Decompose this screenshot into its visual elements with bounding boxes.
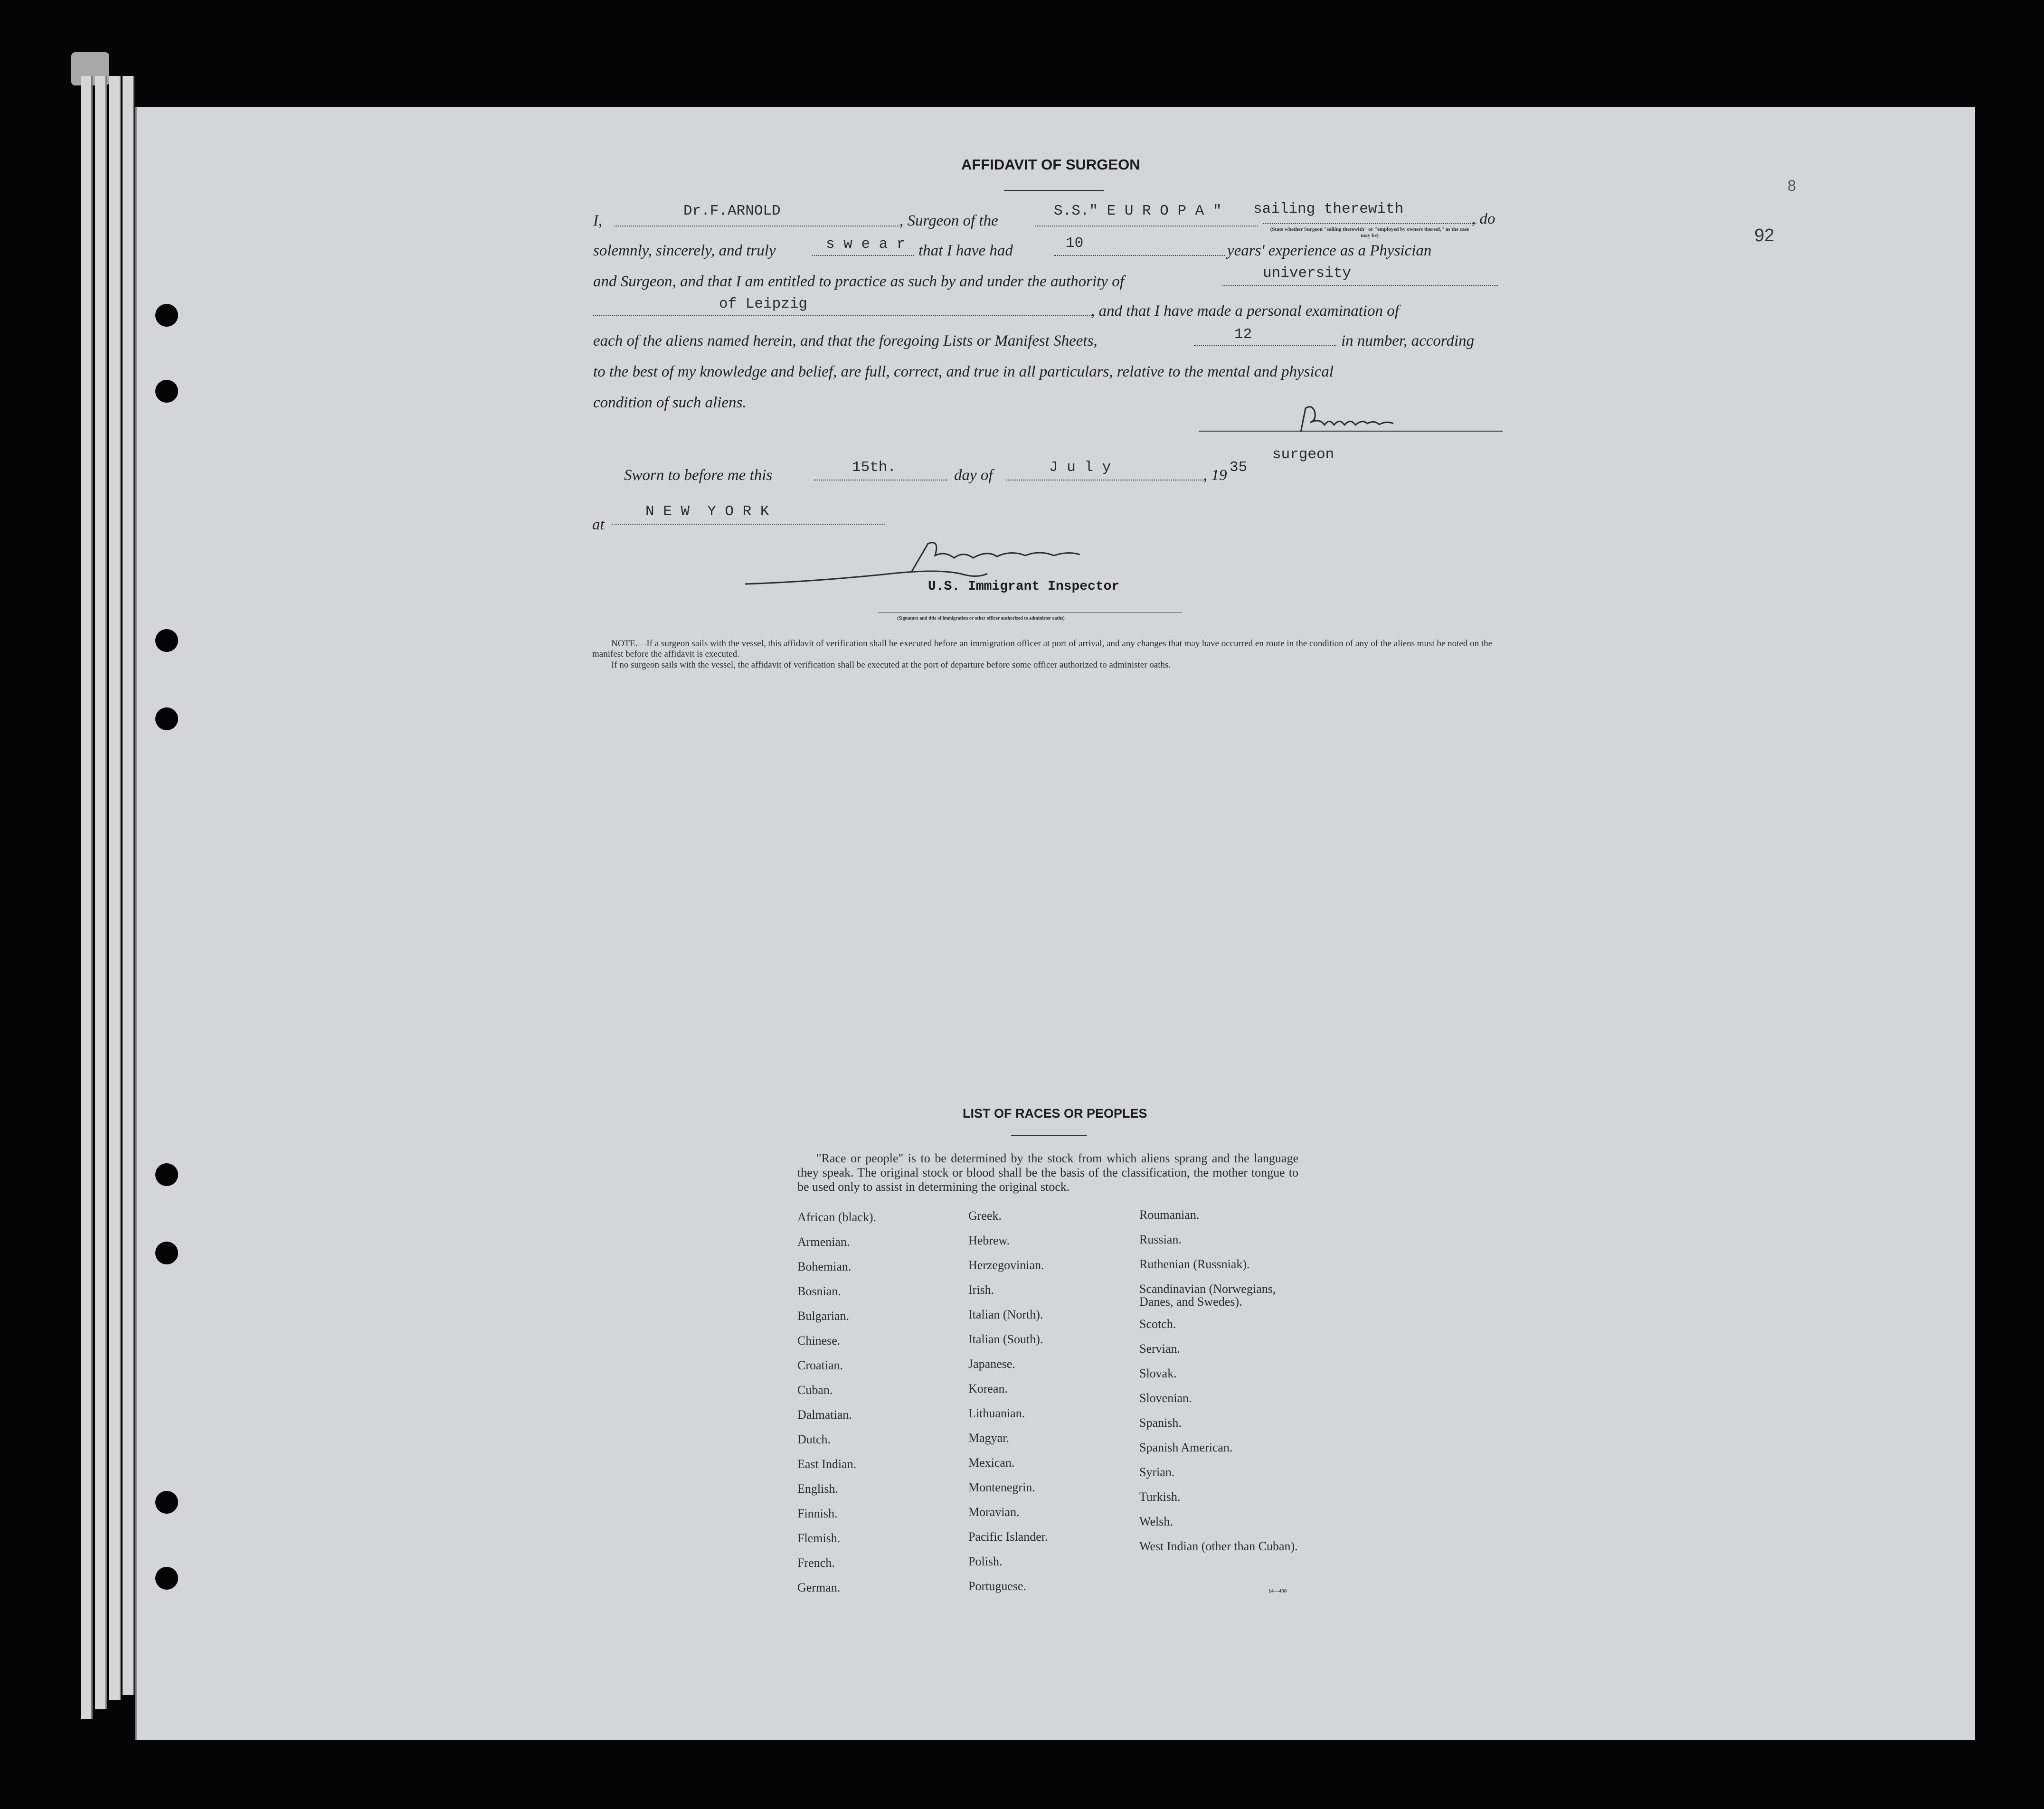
page-edge <box>95 76 107 1709</box>
page-edge <box>81 76 93 1719</box>
race-item: Moravian. <box>968 1505 1020 1519</box>
race-item: Armenian. <box>797 1235 850 1249</box>
line2-end: years' experience as a Physician <box>1227 242 1432 259</box>
race-item: Flemish. <box>797 1531 841 1545</box>
punch-hole <box>155 1491 178 1514</box>
race-item: East Indian. <box>797 1457 857 1471</box>
page-edge <box>123 76 134 1695</box>
sheet-count: 12 <box>1234 326 1252 343</box>
race-item: Finnish. <box>797 1507 838 1520</box>
ship-name: S.S." E U R O P A " <box>1054 203 1222 219</box>
punch-hole <box>155 1242 178 1264</box>
race-item: Syrian. <box>1139 1465 1175 1479</box>
form-number: 14—430 <box>1268 1588 1287 1594</box>
race-item: Ruthenian (Russniak). <box>1139 1257 1250 1271</box>
race-item: German. <box>797 1581 841 1594</box>
race-item: Hebrew. <box>968 1234 1010 1247</box>
surgeon-title: surgeon <box>1272 446 1334 463</box>
inspector-title: U.S. Immigrant Inspector <box>928 579 1120 594</box>
line3-pre: and Surgeon, and that I am entitled to practice as such by and under the authority of <box>593 273 1124 290</box>
punch-hole <box>155 1163 178 1186</box>
punch-hole <box>155 707 178 730</box>
punch-hole <box>155 629 178 652</box>
race-item: Polish. <box>968 1555 1003 1568</box>
fill-line <box>1263 223 1476 224</box>
oath-word: s w e a r <box>826 236 906 253</box>
line6: to the best of my knowledge and belief, are full, correct, and true in all particulars, relative to the mental and physical <box>593 363 1334 380</box>
sworn-month: J u l y <box>1049 459 1111 476</box>
race-item: Chinese. <box>797 1334 841 1347</box>
corner-mark: 8 <box>1788 177 1796 194</box>
surgeon-name: Dr.F.ARNOLD <box>683 203 781 219</box>
race-item: Mexican. <box>968 1456 1015 1470</box>
sworn-day: 15th. <box>852 459 897 476</box>
race-item: Greek. <box>968 1209 1002 1223</box>
race-item: Italian (South). <box>968 1332 1043 1346</box>
race-item: Servian. <box>1139 1342 1180 1356</box>
race-item: Dalmatian. <box>797 1408 852 1422</box>
race-item: Slovak. <box>1139 1366 1177 1380</box>
race-item: Herzegovinian. <box>968 1258 1044 1272</box>
sworn-pre: Sworn to before me this <box>624 467 773 484</box>
at-label: at <box>592 516 605 533</box>
line4-end: , and that I have made a personal examination of <box>1091 302 1399 320</box>
race-item: Dutch. <box>797 1432 831 1446</box>
race-item: Cuban. <box>797 1383 833 1397</box>
line1-end: , do <box>1472 210 1495 227</box>
sworn-year: 35 <box>1230 459 1248 476</box>
status-note: (State whether Surgeon "sailing therewith" or "employed by owners thereof," as the case may be) <box>1270 226 1469 238</box>
race-item: Pacific Islander. <box>968 1530 1048 1544</box>
sworn-year-prefix: , 19 <box>1203 467 1227 484</box>
fill-line <box>1006 480 1206 481</box>
punch-hole <box>155 380 178 403</box>
races-intro: "Race or people" is to be determined by the stock from which aliens sprang and the language they speak. The original stock or blood shall be the basis of the classification, the mother tongue to be used only to assist in determining the original stock. <box>797 1151 1298 1194</box>
race-item: Lithuanian. <box>968 1406 1025 1420</box>
note-1: NOTE.—If a surgeon sails with the vessel, this affidavit of verification shall be executed before an immigration officer at port of arrival, and any changes that may have occurred en route in the condition of any of the aliens must be noted on the manifest before the affidavit is executed. <box>592 639 1493 659</box>
race-item: Magyar. <box>968 1431 1009 1445</box>
years-experience: 10 <box>1066 235 1084 252</box>
punch-hole <box>155 1567 178 1590</box>
race-item: Roumanian. <box>1139 1208 1200 1222</box>
race-item: French. <box>797 1556 835 1570</box>
race-item: Bulgarian. <box>797 1309 850 1323</box>
race-item: English. <box>797 1482 838 1496</box>
race-item: Scandinavian (Norwegians, Danes, and Swedes). <box>1139 1282 1276 1309</box>
race-item: Russian. <box>1139 1233 1182 1246</box>
line2-pre: solemnly, sincerely, and truly <box>593 242 776 259</box>
fill-line <box>814 480 947 481</box>
fill-line <box>812 255 914 256</box>
heading-rule <box>1004 190 1104 191</box>
race-item: African (black). <box>797 1210 877 1224</box>
race-item: Portuguese. <box>968 1579 1027 1593</box>
fill-line <box>1222 285 1498 286</box>
authority-1: university <box>1263 265 1352 282</box>
race-item: Spanish. <box>1139 1416 1182 1430</box>
line1-pre: I, <box>593 212 603 229</box>
race-item: Slovenian. <box>1139 1391 1192 1405</box>
line5-pre: each of the aliens named herein, and that the foregoing Lists or Manifest Sheets, <box>593 332 1098 349</box>
line7: condition of such aliens. <box>593 394 747 411</box>
race-item: Bosnian. <box>797 1284 841 1298</box>
inspector-caption: (Signature and title of immigration or other officer authorized to administer oaths) <box>897 616 1065 621</box>
affidavit-heading: AFFIDAVIT OF SURGEON <box>961 156 1140 173</box>
fill-line <box>593 315 1092 316</box>
surgeon-status: sailing therewith <box>1253 201 1404 217</box>
race-item: Spanish American. <box>1139 1441 1233 1454</box>
fill-line <box>1054 255 1225 256</box>
race-item: Scotch. <box>1139 1317 1176 1331</box>
fill-line <box>612 524 885 525</box>
race-item: Bohemian. <box>797 1260 852 1273</box>
note-2: If no surgeon sails with the vessel, the affidavit of verification shall be executed at the port of departure before some officer authorized to administer oaths. <box>611 660 1171 670</box>
manifest-sheet <box>135 107 1975 1740</box>
race-item: Montenegrin. <box>968 1480 1035 1494</box>
punch-hole <box>155 304 178 327</box>
race-item: Welsh. <box>1139 1515 1173 1528</box>
race-item: Croatian. <box>797 1358 843 1372</box>
race-item: Irish. <box>968 1283 994 1297</box>
race-item: Japanese. <box>968 1357 1015 1371</box>
fill-line <box>1194 345 1336 346</box>
race-item: Turkish. <box>1139 1490 1181 1504</box>
authority-2: of Leipzig <box>719 296 808 312</box>
surgeon-signature-line <box>1199 431 1503 432</box>
line5-end: in number, according <box>1341 332 1475 349</box>
page-edge <box>109 76 121 1700</box>
race-item: Korean. <box>968 1382 1008 1395</box>
sworn-mid: day of <box>954 467 993 484</box>
page-number: 92 <box>1754 226 1775 245</box>
line1-mid: , Surgeon of the <box>899 212 998 229</box>
races-heading-rule <box>1011 1135 1087 1136</box>
races-heading: LIST OF RACES OR PEOPLES <box>963 1106 1147 1121</box>
race-item: West Indian (other than Cuban). <box>1139 1539 1298 1553</box>
at-place: N E W Y O R K <box>645 503 769 520</box>
race-item: Italian (North). <box>968 1308 1043 1321</box>
line2-mid: that I have had <box>918 242 1013 259</box>
